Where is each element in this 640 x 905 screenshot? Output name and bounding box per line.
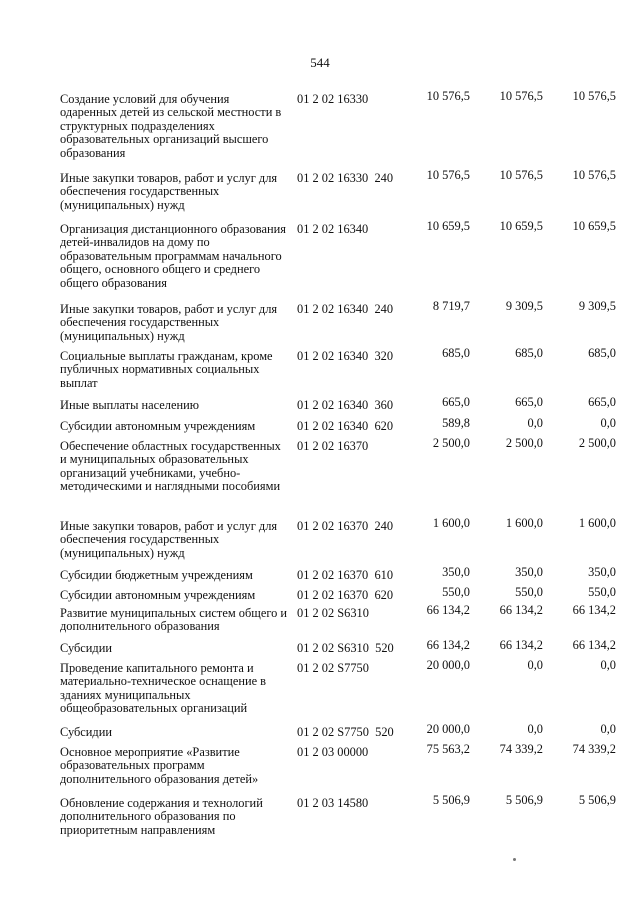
row-value-1: 20 000,0 [426,658,470,672]
row-name: Субсидии бюджетным учреждениям [60,568,253,582]
row-name: Обеспечение областных государственных и муниципальных образовательных организаций учебниками, учебно-методическими и наглядными пособиями [60,439,281,494]
row-value-3: 550,0 [588,585,616,599]
row-value-1: 685,0 [442,346,470,360]
row-value-1: 350,0 [442,565,470,579]
row-code: 01 2 02 16340 240 [297,302,394,316]
row-name: Организация дистанционного образования детей-инвалидов на дому по образовательным программам начального общего, основного общего и среднего общего образования [60,222,286,290]
row-value-1: 75 563,2 [426,742,470,756]
row-name: Субсидии автономным учреждениям [60,419,256,433]
row-name: Иные закупки товаров, работ и услуг для обеспечения государственных (муниципальных) нужд [60,519,278,560]
row-value-1: 550,0 [442,585,470,599]
row-name: Субсидии автономным учреждениям [60,588,256,602]
row-value-2: 74 339,2 [499,742,543,756]
row-value-2: 10 576,5 [499,168,543,182]
row-value-1: 66 134,2 [426,603,470,617]
row-value-1: 20 000,0 [426,722,470,736]
row-value-1: 1 600,0 [432,516,470,530]
row-value-2: 2 500,0 [505,436,543,450]
row-name: Субсидии [60,725,112,739]
row-value-3: 10 576,5 [572,89,616,103]
row-value-1: 2 500,0 [432,436,470,450]
row-value-3: 0,0 [600,658,616,672]
row-name: Создание условий для обучения одаренных детей из сельской местности в структурных подразделениях образовательных организаций высшего образования [60,92,282,160]
row-value-3: 74 339,2 [572,742,616,756]
row-value-1: 665,0 [442,395,470,409]
row-name: Субсидии [60,641,112,655]
row-value-1: 10 576,5 [426,168,470,182]
row-code: 01 2 02 16370 [297,439,369,453]
row-code: 01 2 02 16340 320 [297,349,394,363]
row-value-3: 1 600,0 [578,516,616,530]
row-name: Иные выплаты населению [60,398,199,412]
row-value-3: 66 134,2 [572,638,616,652]
row-name: Проведение капитального ремонта и материально-техническое оснащение в зданиях муниципальных общеобразовательных организаций [60,661,267,716]
row-value-3: 5 506,9 [578,793,616,807]
row-value-2: 685,0 [515,346,543,360]
row-name: Основное мероприятие «Развитие образовательных программ дополнительного образования детей» [60,745,259,786]
page-number: 544 [310,55,330,70]
row-code: 01 2 02 16340 [297,222,369,236]
row-code: 01 2 02 16370 620 [297,588,394,602]
row-value-1: 589,8 [442,416,470,430]
row-value-2: 1 600,0 [505,516,543,530]
row-value-2: 10 576,5 [499,89,543,103]
row-value-3: 0,0 [600,416,616,430]
row-value-2: 10 659,5 [499,219,543,233]
row-code: 01 2 02 16330 [297,92,369,106]
row-value-1: 10 659,5 [426,219,470,233]
row-value-2: 66 134,2 [499,638,543,652]
row-value-3: 10 576,5 [572,168,616,182]
row-value-2: 550,0 [515,585,543,599]
row-value-3: 350,0 [588,565,616,579]
row-name: Развитие муниципальных систем общего и дополнительного образования [60,606,288,634]
row-value-3: 66 134,2 [572,603,616,617]
row-code: 01 2 02 16340 360 [297,398,394,412]
row-name: Социальные выплаты гражданам, кроме публичных нормативных социальных выплат [60,349,273,390]
row-value-2: 0,0 [527,722,543,736]
row-code: 01 2 02 16340 620 [297,419,394,433]
row-code: 01 2 02 16370 240 [297,519,394,533]
row-name: Обновление содержания и технологий дополнительного образования по приоритетным направлениям [60,796,263,837]
row-code: 01 2 02 16330 240 [297,171,394,185]
row-value-3: 10 659,5 [572,219,616,233]
row-value-2: 0,0 [527,416,543,430]
row-value-2: 0,0 [527,658,543,672]
row-value-2: 9 309,5 [505,299,543,313]
row-value-2: 665,0 [515,395,543,409]
row-value-3: 685,0 [588,346,616,360]
row-code: 01 2 02 S6310 520 [297,641,394,655]
row-code: 01 2 02 16370 610 [297,568,394,582]
row-value-2: 350,0 [515,565,543,579]
row-name: Иные закупки товаров, работ и услуг для обеспечения государственных (муниципальных) нужд [60,171,278,212]
row-value-1: 10 576,5 [426,89,470,103]
row-value-1: 5 506,9 [432,793,470,807]
scan-speck [513,858,516,861]
row-value-2: 5 506,9 [505,793,543,807]
row-value-3: 665,0 [588,395,616,409]
row-value-1: 8 719,7 [432,299,470,313]
row-code: 01 2 03 00000 [297,745,369,759]
row-code: 01 2 03 14580 [297,796,369,810]
row-name: Иные закупки товаров, работ и услуг для обеспечения государственных (муниципальных) нужд [60,302,278,343]
row-value-3: 9 309,5 [578,299,616,313]
row-value-1: 66 134,2 [426,638,470,652]
row-value-3: 0,0 [600,722,616,736]
row-value-2: 66 134,2 [499,603,543,617]
row-code: 01 2 02 S7750 520 [297,725,394,739]
row-value-3: 2 500,0 [578,436,616,450]
row-code: 01 2 02 S6310 [297,606,369,620]
row-code: 01 2 02 S7750 [297,661,369,675]
